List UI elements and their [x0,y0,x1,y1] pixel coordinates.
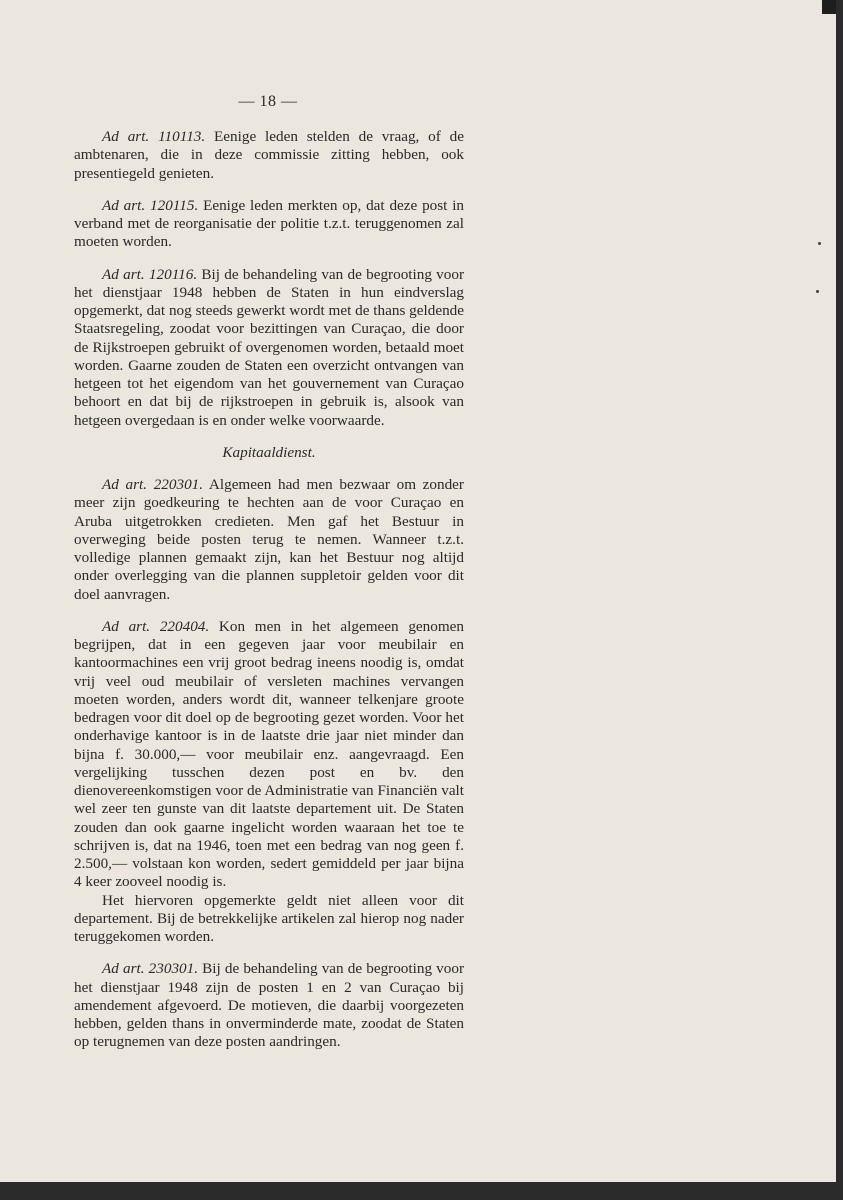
dust-speck [818,242,821,245]
paragraph-text: Bij de behandeling van de begrooting voor het dienstjaar 1948 hebben de Staten in hun eindverslag opgemerkt, dat nog steeds gewerkt wordt met de thans geldende Staatsregeling, zoodat voor bezittingen van Curaçao, die door de Rijkstroepen gebruikt of overgenomen worden, betaald moet worden. Gaarne zouden de Staten een overzicht ontvangen van hetgeen tot het eigendom van het gouvernement van Curaçao behoort en dat bij de rijkstroepen in gebruik is, alsook van hetgeen overgedaan is en onder welke voorwaarde. [74,265,465,429]
paragraph [74,266,464,430]
paragraph-text: Bij de behandeling van de begrooting voor het dienstjaar 1948 zijn de posten 1 en 2 van Curaçao bij amendement afgevoerd. De motieven, die daarbij voorgezeten hebben, gelden thans in onverminderde mate, zoodat de Staten op terugnemen van deze posten aandringen. [74,960,465,1051]
paragraph [74,197,464,252]
scan-border-corner [822,0,836,14]
page-number: — 18 — [238,93,298,110]
paragraph [74,618,464,892]
paragraph-text: Algemeen had men bezwaar om zonder meer zijn goedkeuring te hechten aan de voor Curaçao en Aruba uitgetrokken credieten. Men gaf het Bestuur in overweging beide posten terug te nemen. Wanneer t.z.t. volledige plannen gemaakt zijn, kan het Bestuur nog altijd onder overlegging van die plannen suppletoir gelden voor dit doel aanvragen. [74,476,464,603]
paragraph-text: Het hiervoren opgemerkte geldt niet alleen voor dit departement. Bij de betrekkelijke artikelen zal hierop nog nader teruggekomen worden. [74,891,464,945]
article-reference: Ad art. 220404. [102,617,210,635]
paragraph-text: Eenige leden merkten op, dat deze post in verband met de reorganisatie der politie t.z.t. teruggenomen zal moeten worden. [74,196,465,251]
article-reference: Ad art. 220301. [102,476,204,493]
article-reference: Ad art. 230301. [102,960,199,978]
document-body [74,128,464,1066]
article-reference: Ad art. 110113. [102,128,206,145]
section-heading: Kapitaaldienst. [222,443,316,461]
paragraph-text: Kon men in het algemeen genomen begrijpen, dat in een gegeven jaar voor meubilair en kantoormachines een vrij groot bedrag ineens noodig is, omdat vrij veel oud meubilair of versleten machines vervangen moeten worden, anders wordt dit, wanneer telkenjare groote bedragen voor dit doel op de begrooting gezet worden. Voor het onderhavige kantoor is in de laatste drie jaar niet minder dan bijna f. 30.000,— voor meubilair enz. aangevraagd. Een vergelijking tusschen dezen post en bv. den dienovereenkomstigen voor de Administratie van Financiën valt wel zeer ten gunste van dit laatste departement uit. De Staten zouden dan ook gaarne ingelicht worden waaraan het toe te schrijven is, dat na 1946, toen met een bedrag van nog geen f. 2.500,— volstaan kon worden, sedert gemiddeld per jaar bijna 4 keer zooveel noodig is. [74,617,464,891]
paragraph [74,892,464,947]
dust-speck [816,290,819,293]
paragraph [74,960,464,1051]
paragraph [74,128,464,183]
article-reference: Ad art. 120116. [102,265,198,283]
article-reference: Ad art. 120115. [102,196,199,214]
paragraph [74,476,464,604]
paragraph-text: Eenige leden stelden de vraag, of de ambtenaren, die in deze commissie zitting hebben, ook presentiegeld genieten. [74,128,465,182]
